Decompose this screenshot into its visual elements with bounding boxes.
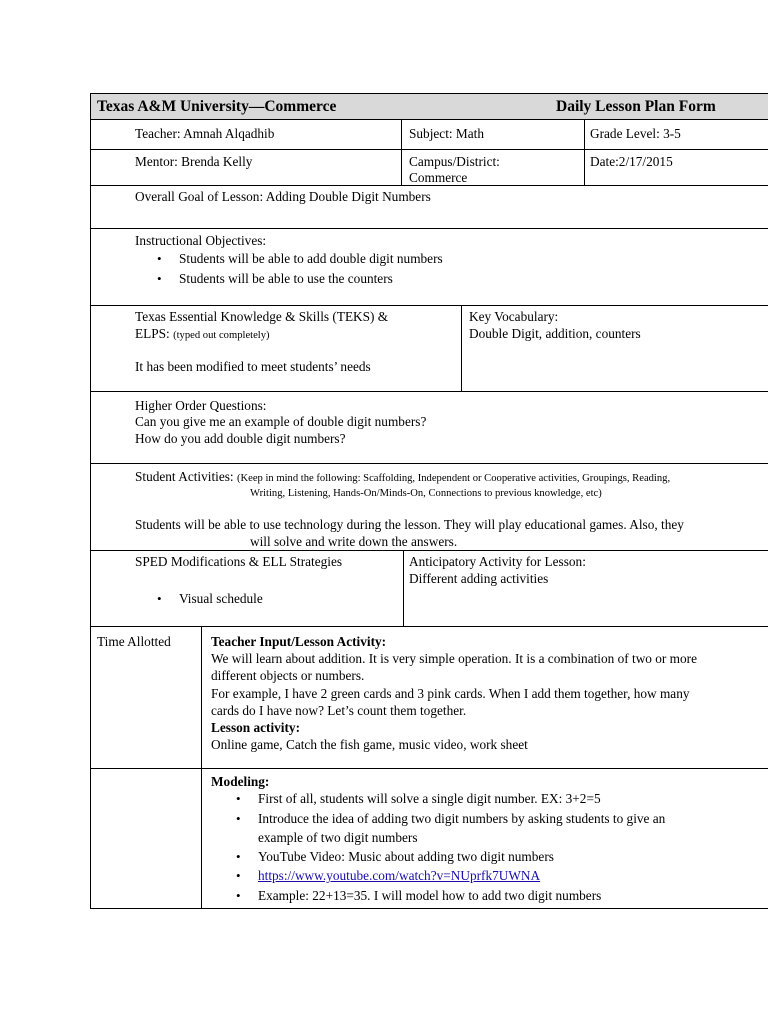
activities-label: Student Activities: (Keep in mind the following: Scaffolding, Independent or Cooperative activities, Groupings, Reading,: [135, 469, 671, 484]
vocabulary-label: Key Vocabulary:: [469, 309, 559, 324]
form-header: [90, 93, 768, 120]
question-item: Can you give me an example of double digit numbers?: [135, 414, 427, 429]
objective-item: • Students will be able to use the counters: [179, 269, 443, 289]
objectives-row: [90, 229, 768, 306]
subject-cell: [401, 120, 584, 149]
teks-row: [90, 306, 768, 392]
goal-row: [90, 186, 768, 229]
lesson-activity-text: Online game, Catch the fish game, music video, work sheet: [211, 737, 528, 752]
lesson-plan-form: [90, 93, 768, 909]
date-cell: [584, 150, 768, 185]
activities-row: [90, 464, 768, 551]
lesson-row: [90, 627, 768, 769]
sped-item: • Visual schedule: [179, 589, 263, 609]
form-title: Daily Lesson Plan Form: [556, 98, 716, 115]
sped-list: [179, 589, 263, 609]
questions-label: Higher Order Questions:: [135, 398, 267, 413]
teks-modified-note: It has been modified to meet students’ needs: [135, 359, 371, 374]
input-paragraph: We will learn about addition. It is very simple operation. It is a combination of two or more: [211, 651, 697, 666]
modeling-label: Modeling:: [211, 774, 270, 789]
date-field: Date:2/17/2015: [590, 154, 673, 169]
anticipatory-label: Anticipatory Activity for Lesson:: [409, 554, 586, 569]
objectives-label: Instructional Objectives:: [135, 233, 267, 248]
modeling-link-item: [258, 866, 665, 886]
activities-note-cont: Writing, Listening, Hands-On/Minds-On, Connections to previous knowledge, etc): [250, 488, 602, 499]
campus-label: Campus/District:: [409, 154, 500, 169]
modeling-row: [90, 769, 768, 909]
modeling-item: • First of all, students will solve a single digit number. EX: 3+2=5: [258, 789, 665, 809]
campus-value: Commerce: [409, 170, 468, 185]
mentor-row: [90, 150, 768, 186]
teacher-row: [90, 120, 768, 150]
sped-label: SPED Modifications & ELL Strategies: [135, 554, 343, 569]
grade-cell: [584, 120, 768, 149]
elps-label: ELPS: (typed out completely): [135, 326, 270, 341]
mentor-field: Mentor: Brenda Kelly: [135, 154, 253, 169]
modeling-item: • YouTube Video: Music about adding two digit numbers: [258, 847, 665, 867]
modeling-list: [258, 789, 665, 905]
teks-label: Texas Essential Knowledge & Skills (TEKS) &: [135, 309, 389, 324]
modeling-item: • Example: 22+13=35. I will model how to add two digit numbers: [258, 886, 665, 906]
teacher-field: Teacher: Amnah Alqadhib: [135, 126, 275, 141]
lesson-goal: Overall Goal of Lesson: Adding Double Digit Numbers: [135, 189, 431, 204]
questions-row: [90, 392, 768, 464]
sped-row: [90, 551, 768, 627]
activities-text: Students will be able to use technology during the lesson. They will play educational games. Also, they: [135, 517, 684, 532]
modeling-cell: [201, 769, 768, 908]
anticipatory-cell: [403, 551, 768, 626]
vocabulary-cell: [461, 306, 768, 391]
grade-field: Grade Level: 3-5: [590, 126, 681, 141]
input-paragraph-cont: different objects or numbers.: [211, 668, 365, 683]
youtube-link[interactable]: https://www.youtube.com/watch?v=NUprfk7UWNA: [258, 868, 541, 883]
activities-text-cont: will solve and write down the answers.: [250, 534, 458, 549]
subject-field: Subject: Math: [409, 126, 484, 141]
question-item: How do you add double digit numbers?: [135, 431, 346, 446]
teacher-input-label: Teacher Input/Lesson Activity:: [211, 634, 387, 649]
objectives-list: [179, 249, 443, 288]
objective-item: • Students will be able to add double digit numbers: [179, 249, 443, 269]
teacher-input-cell: [201, 627, 768, 768]
anticipatory-activity: Different adding activities: [409, 571, 549, 586]
elps-note: (typed out completely): [173, 330, 270, 341]
vocabulary-terms: Double Digit, addition, counters: [469, 326, 641, 341]
example-paragraph: For example, I have 2 green cards and 3 pink cards. When I add them together, how many: [211, 686, 690, 701]
campus-cell: [401, 150, 584, 185]
lesson-activity-label: Lesson activity:: [211, 720, 301, 735]
time-allotted-label: Time Allotted: [97, 634, 171, 649]
modeling-item: • Introduce the idea of adding two digit numbers by asking students to give an example of two digit numbers: [258, 809, 665, 847]
example-paragraph-cont: cards do I have now? Let’s count them together.: [211, 703, 467, 718]
activities-note: (Keep in mind the following: Scaffolding, Independent or Cooperative activities, Groupings, Reading,: [236, 473, 671, 484]
university-name: Texas A&M University—Commerce: [97, 98, 337, 115]
